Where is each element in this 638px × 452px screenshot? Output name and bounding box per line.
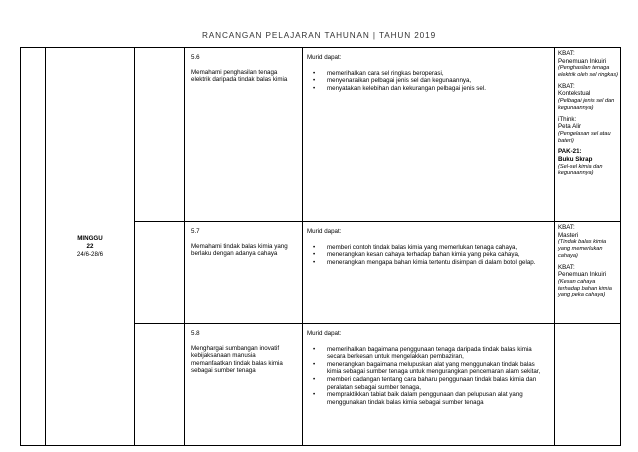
standard-number: 5.8 bbox=[191, 330, 200, 337]
note-value: Kontekstual bbox=[558, 90, 591, 98]
note-label: PAK-21: bbox=[558, 148, 582, 156]
objectives-list bbox=[307, 70, 550, 93]
objectives-list bbox=[307, 346, 550, 407]
standard-number: 5.6 bbox=[191, 54, 200, 61]
empty-cell bbox=[135, 222, 185, 324]
standard-text: Memahami penghasilan tenaga elektrik daripada tindak balas kimia bbox=[191, 68, 288, 84]
note-block bbox=[558, 224, 618, 260]
objectives-lead: Murid dapat: bbox=[307, 228, 342, 235]
list-item: • menerangkan kesan cahaya terhadap bahan kimia yang peka cahaya, bbox=[307, 251, 550, 259]
note-detail: (Kesan cahaya terhadap bahan kimia yang peka cahaya) bbox=[558, 278, 612, 299]
note-block bbox=[558, 83, 618, 112]
week-cell bbox=[46, 48, 135, 446]
list-item: • mempraktikkan tabiat baik dalam penggunaan dan pelupusan alat yang menggunakan tindak balas kimia sebagai sumber tenaga bbox=[307, 391, 550, 406]
lesson-plan-table bbox=[20, 47, 621, 446]
note-label: iThink: bbox=[558, 115, 577, 123]
objectives-cell bbox=[303, 324, 555, 446]
list-item: • memerihalkan bagaimana penggunaan tenaga daripada tindak balas kimia secara berkesan untuk mengelakkan pembaziran, bbox=[307, 346, 550, 361]
note-block bbox=[558, 116, 618, 145]
empty-cell bbox=[135, 48, 185, 222]
note-label: KBAT: bbox=[558, 50, 575, 57]
note-label: KBAT: bbox=[558, 263, 575, 271]
note-block bbox=[558, 50, 618, 79]
note-value: Peta Alir bbox=[558, 123, 582, 131]
note-detail: (Pelbagai jenis sel dan kegunaannya) bbox=[558, 97, 615, 111]
note-block bbox=[558, 148, 618, 177]
week-dates: 24/6-28/6 bbox=[76, 250, 104, 258]
note-label: KBAT: bbox=[558, 224, 575, 231]
objectives-cell bbox=[303, 222, 555, 324]
standard-text: Menghargai sumbangan inovatif kebijaksanaan manusia memanfaatkan tindak balas kimia sebagai sumber tenaga bbox=[191, 344, 283, 375]
list-item: • memerihalkan cara sel ringkas beroperasi, bbox=[307, 70, 550, 78]
empty-notes-cell bbox=[555, 324, 621, 446]
week-label: MINGGU bbox=[77, 234, 103, 242]
notes-cell bbox=[555, 222, 621, 324]
objectives-list bbox=[307, 244, 550, 267]
note-detail: (Sel-sel kimia dan kegunaannya) bbox=[558, 163, 603, 177]
standard-cell bbox=[185, 48, 303, 222]
list-item: • memberi cadangan tentang cara baharu penggunaan tindak balas kimia dan peralatan sebagai sumber tenaga, bbox=[307, 376, 550, 391]
note-value: Masteri bbox=[558, 231, 579, 239]
standard-cell bbox=[185, 324, 303, 446]
list-item: • menyatakan kelebihan dan kekurangan pelbagai jenis sel. bbox=[307, 85, 550, 93]
note-detail: (Pengelasan sel atau bateri) bbox=[558, 130, 611, 144]
empty-margin-cell bbox=[21, 48, 46, 446]
list-item: • menerangkan mengapa bahan kimia tertentu disimpan di dalam botol gelap. bbox=[307, 259, 550, 267]
table-row bbox=[21, 48, 621, 222]
objectives-lead: Murid dapat: bbox=[307, 330, 342, 337]
note-detail: (Penghasilan tenaga elektrik oleh sel ringkas) bbox=[558, 65, 619, 78]
page-header-title: RANCANGAN PELAJARAN TAHUNAN | TAHUN 2019 bbox=[201, 31, 437, 40]
list-item: • menyenaraikan pelbagai jenis sel dan kegunaannya, bbox=[307, 77, 550, 85]
objectives-cell bbox=[303, 48, 555, 222]
objectives-lead: Murid dapat: bbox=[307, 54, 342, 61]
note-value: Penemuan Inkuiri bbox=[558, 57, 607, 65]
note-label: KBAT: bbox=[558, 82, 575, 90]
empty-cell bbox=[135, 324, 185, 446]
standard-text: Memahami tindak balas kimia yang berlaku dengan adanya cahaya bbox=[191, 242, 288, 258]
note-block bbox=[558, 264, 618, 300]
notes-cell bbox=[555, 48, 621, 222]
note-detail: (Tindak balas kimia yang memerlukan cahaya) bbox=[558, 239, 607, 259]
note-value: Penemuan Inkuiri bbox=[558, 271, 607, 279]
list-item: • memberi contoh tindak balas kimia yang memerlukan tenaga cahaya, bbox=[307, 244, 550, 252]
week-number: 22 bbox=[86, 242, 94, 250]
standard-cell bbox=[185, 222, 303, 324]
note-value: Buku Skrap bbox=[558, 155, 593, 163]
list-item: • menerangkan bagaimana melupuskan alat yang menggunakan tindak balas kimia sebagai sumber tenaga untuk mengurangkan pencemaran alam sekitar, bbox=[307, 361, 550, 376]
standard-number: 5.7 bbox=[191, 228, 200, 235]
